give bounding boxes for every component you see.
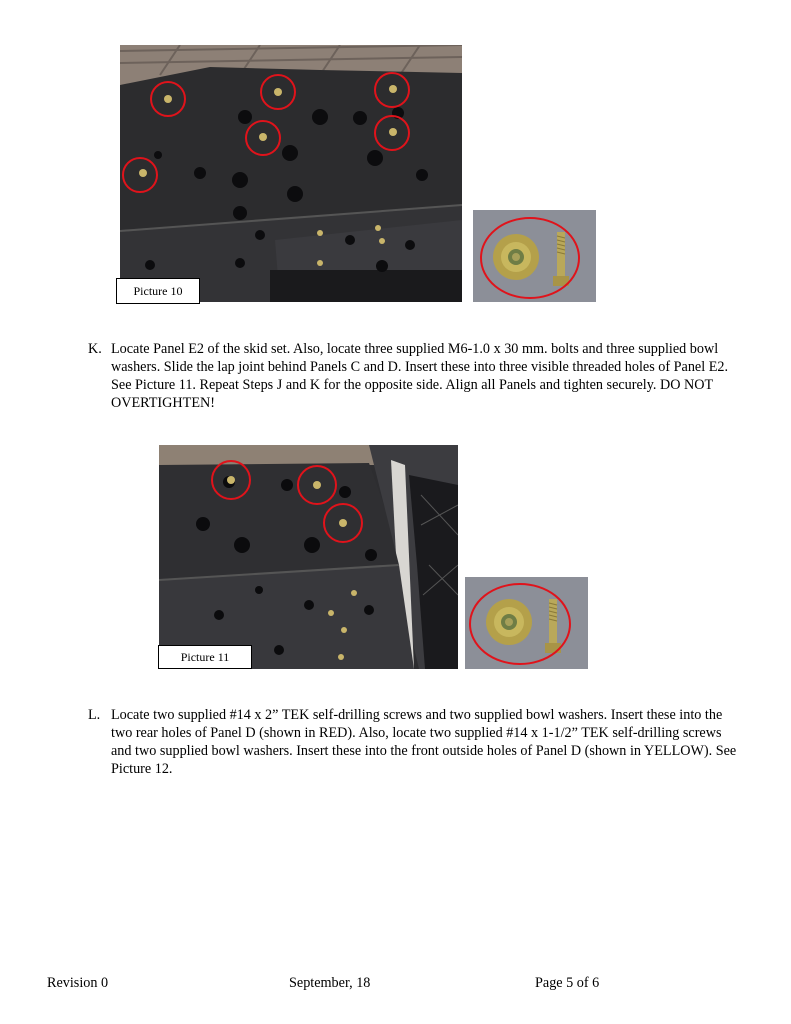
step-l-letter: L. bbox=[88, 707, 101, 723]
picture-11-hardware-photo bbox=[465, 577, 588, 669]
step-l-text: Locate two supplied #14 x 2” TEK self-drilling screws and two supplied bowl washers. Insert these into the two rear holes of Panel D (shown in RED). Also, locate two supplied #14 x 1-1/2” TEK self-drilling screws and two supplied bowl washers. Insert these into the front outside holes of Panel D (shown in YELLOW). See Picture 12. bbox=[111, 707, 737, 777]
step-k-text: Locate Panel E2 of the skid set. Also, locate three supplied M6-1.0 x 30 mm. bolts and three supplied bowl washers. Slide the lap joint behind Panels C and D. Insert these into three visible threaded holes of Panel E2. See Picture 11. Repeat Steps J and K for the opposite side. Align all Panels and tighten securely. DO NOT OVERTIGHTEN! bbox=[111, 341, 729, 411]
picture-11-photo bbox=[159, 445, 458, 669]
footer-revision: Revision 0 bbox=[47, 975, 109, 991]
picture-11-caption: Picture 11 bbox=[158, 645, 252, 669]
step-k bbox=[88, 340, 748, 412]
picture-10-photo bbox=[120, 45, 462, 302]
footer-page-number: Page 5 of 6 bbox=[535, 975, 600, 991]
picture-10-caption: Picture 10 bbox=[116, 278, 200, 304]
step-l bbox=[88, 706, 748, 778]
picture-10-hardware-photo bbox=[473, 210, 596, 302]
footer-date: September, 18 bbox=[289, 975, 371, 991]
step-k-letter: K. bbox=[88, 341, 102, 357]
